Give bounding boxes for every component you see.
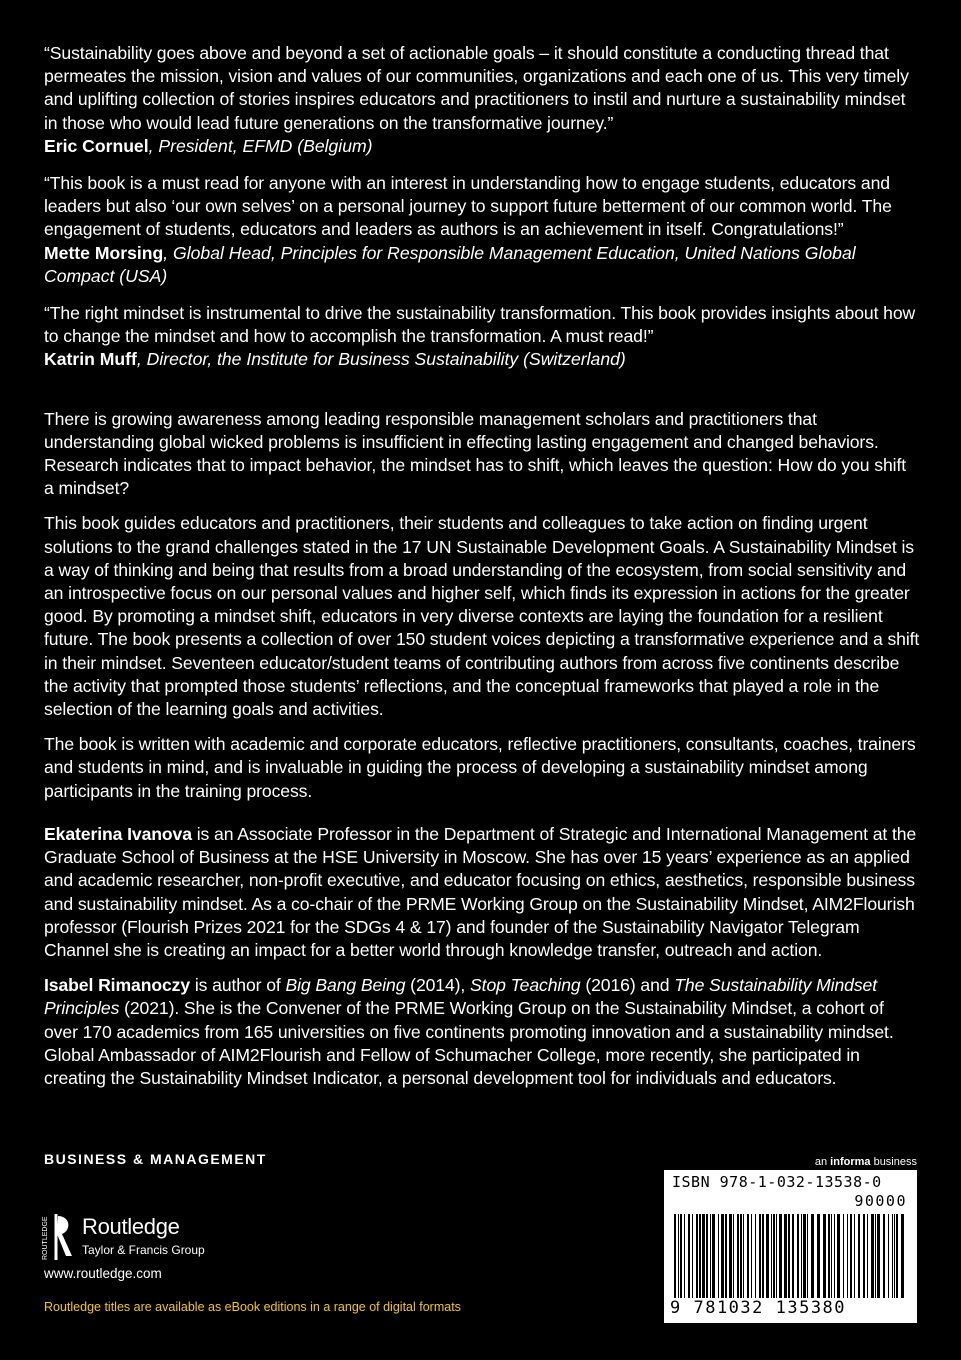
author-bio-ivanova <box>44 823 920 962</box>
barcode-bar <box>801 1214 802 1298</box>
barcode-bar <box>896 1214 898 1298</box>
barcode-bar <box>817 1214 820 1298</box>
author-bio-text: (2021). She is the Convener of the PRME Working Group on the Sustainability Mindset, a cohort of over 170 academics from 165 universities on five continents promoting innovation and a sustainability mindset. Global Ambassador of AIM2Flourish and Fellow of Schumacher College, more recently, she participated in creating the Sustainability Mindset Indicator, a personal development tool for individuals and educators. <box>44 998 894 1088</box>
publisher-subtitle: Taylor & Francis Group <box>82 1243 205 1257</box>
barcode-bar <box>871 1214 874 1298</box>
book-title: The Sustainability Mindset Principles <box>44 975 878 1019</box>
barcode-bar <box>692 1214 693 1298</box>
author-bio-text: (2016) and <box>580 975 675 996</box>
barcode-bar <box>721 1214 724 1298</box>
informa-suffix: business <box>870 1156 917 1168</box>
barcode-bar <box>875 1214 876 1298</box>
endorsement-morsing <box>44 172 920 288</box>
endorsement-attribution <box>44 242 920 288</box>
barcode-bar <box>894 1214 895 1298</box>
barcode-bar <box>712 1214 715 1298</box>
endorser-name: Katrin Muff <box>44 349 137 370</box>
barcode-bar <box>762 1214 764 1298</box>
author-name: Isabel Rimanoczy <box>44 975 191 996</box>
author-bio-text: is author of <box>190 975 286 996</box>
description-paragraph: This book guides educators and practitioners, their students and colleagues to take action on finding urgent solutions to the grand challenges stated in the 17 UN Sustainable Development Goals. A Sustainability Mindset is a way of thinking and being that results from a broad understanding of the ecosystem, from social sensitivity and an introspective focus on our personal values and higher self, which finds its expression in actions for the greater good. By promoting a mindset shift, educators in very diverse contexts are laying the foundation for a resilient future. The book presents a collection of over 150 student voices depicting a transformative experience and a shift in their mindset. Seventeen educator/student teams of contributing authors from across five continents describe the activity that prompted those students’ reflections, and the conceptual frameworks that played a role in the selection of the learning goals and activities. <box>44 513 920 720</box>
barcode-bar <box>678 1214 679 1298</box>
barcode-bar <box>776 1214 777 1298</box>
barcode-bar <box>680 1214 682 1298</box>
routledge-logo-icon <box>40 1212 76 1262</box>
barcode-icon <box>672 1214 909 1302</box>
book-title: Big Bang Being <box>285 975 406 996</box>
barcode-bar <box>863 1214 865 1298</box>
barcode-bar <box>725 1214 727 1298</box>
informa-tagline <box>815 1156 917 1168</box>
barcode-bar <box>674 1214 676 1298</box>
barcode-bar <box>792 1214 794 1298</box>
barcode-bar <box>811 1214 814 1298</box>
ean-number: 9 781032 135380 <box>670 1298 847 1318</box>
barcode-bar <box>688 1214 690 1298</box>
back-cover-content <box>44 42 920 1102</box>
barcode-bar <box>831 1214 832 1298</box>
barcode-bar <box>901 1214 904 1298</box>
barcode-bar <box>759 1214 761 1298</box>
endorsement-quote: “This book is a must read for anyone with an interest in understanding how to engage students, educators and leaders but also ‘our own selves’ on a personal journey to support future betterment of our common world. The engagement of students, educators and leaders as authors is an achievement in itself. Congratulations!” <box>44 173 892 240</box>
barcode-bar <box>834 1214 835 1298</box>
description-paragraph: There is growing awareness among leading responsible management scholars and practitioners that understanding global wicked problems is insufficient in effecting lasting engagement and changed behaviors. Research indicates that to impact behavior, the mindset has to shift, which leaves the question: How do you shift a mindset? <box>44 408 907 499</box>
barcode-bar <box>729 1214 732 1298</box>
barcode-bar <box>807 1214 808 1298</box>
barcode-bar <box>858 1214 860 1298</box>
barcode-bar <box>837 1214 840 1298</box>
barcode-bar <box>740 1214 742 1298</box>
isbn-barcode <box>664 1170 917 1323</box>
publisher-website[interactable]: www.routledge.com <box>44 1266 162 1281</box>
barcode-bar <box>803 1214 806 1298</box>
informa-prefix: an <box>814 1156 831 1168</box>
barcode-bar <box>797 1214 799 1298</box>
barcode-bar <box>892 1214 893 1298</box>
barcode-bar <box>773 1214 775 1298</box>
endorser-name: Mette Morsing <box>44 242 164 263</box>
endorsement-attribution <box>44 348 920 371</box>
barcode-bar <box>847 1214 848 1298</box>
barcode-bar <box>883 1214 885 1298</box>
author-bio-text: (2014), <box>405 975 471 996</box>
informa-brand: informa <box>830 1156 871 1168</box>
barcode-bar <box>779 1214 782 1298</box>
price-code: 90000 <box>854 1192 907 1210</box>
book-title: Stop Teaching <box>470 975 581 996</box>
barcode-bar <box>747 1214 749 1298</box>
logo-vertical-text: ROUTLEDGE <box>42 1216 49 1260</box>
endorser-role: , Director, the Institute for Business Sustainability (Switzerland) <box>136 349 626 370</box>
barcode-bar <box>766 1214 769 1298</box>
endorser-name: Eric Cornuel <box>44 135 149 156</box>
endorser-role: , President, EFMD (Belgium) <box>148 135 373 156</box>
barcode-bar <box>706 1214 708 1298</box>
routledge-logo <box>40 1212 240 1262</box>
barcode-bar <box>743 1214 744 1298</box>
barcode-bar <box>710 1214 711 1298</box>
endorsement-cornuel <box>44 42 920 158</box>
barcode-bar <box>867 1214 868 1298</box>
barcode-bar <box>843 1214 844 1298</box>
barcode-bar <box>699 1214 701 1298</box>
barcode-bar <box>877 1214 880 1298</box>
barcode-bar <box>854 1214 855 1298</box>
subject-category: BUSINESS & MANAGEMENT <box>44 1151 267 1167</box>
author-bio-text: is an Associate Professor in the Department of Strategic and International Management at the Graduate School of Business at the HSE University in Moscow. She has over 15 years’ experience as an applied and academic researcher, non-profit executive, and educator focusing on ethics, aesthetics, responsible business and sustainability mindset. As a co-chair of the PRME Working Group on the Sustainability Mindset, AIM2Flourish professor (Flourish Prizes 2021 for the SDGs 4 & 17) and founder of the Sustainability Navigator Telegram Channel she is creating an impact for a better world through knowledge transfer, outreach and action. <box>44 823 917 960</box>
author-name: Ekaterina Ivanova <box>44 823 192 844</box>
description-paragraph: The book is written with academic and corporate educators, reflective practitioners, consultants, coaches, trainers and students in mind, and is invaluable in guiding the process of developing a sustainability mindset among participants in the training process. <box>44 734 916 801</box>
barcode-bar <box>888 1214 889 1298</box>
barcode-bar <box>788 1214 790 1298</box>
publisher-name: Routledge <box>82 1214 180 1239</box>
barcode-bar <box>696 1214 698 1298</box>
barcode-bar <box>823 1214 826 1298</box>
barcode-bar <box>684 1214 685 1298</box>
barcode-bar <box>755 1214 756 1298</box>
isbn-text: ISBN 978-1-032-13538-0 <box>672 1173 882 1191</box>
endorsement-quote: “Sustainability goes above and beyond a set of actionable goals – it should constitute a conducting thread that permeates the mission, vision and values of our communities, organizations and each one of us. This very timely and uplifting collection of stories inspires educators and practitioners to instil and nurture a sustainability mindset in those who would lead future generations on the transformative journey.” <box>44 43 909 133</box>
barcode-bar <box>850 1214 852 1298</box>
endorsement-quote: “The right mindset is instrumental to drive the sustainability transformation. This book provides insights about how to change the mindset and how to accomplish the transformation. A must read!” <box>44 303 916 347</box>
endorsement-attribution <box>44 135 920 158</box>
barcode-bar <box>737 1214 739 1298</box>
barcode-bar <box>733 1214 734 1298</box>
barcode-bar <box>718 1214 719 1298</box>
barcode-bar <box>828 1214 830 1298</box>
barcode-bar <box>702 1214 705 1298</box>
barcode-bar <box>771 1214 772 1298</box>
endorsement-muff <box>44 302 920 372</box>
barcode-bar <box>751 1214 752 1298</box>
ebook-note: Routledge titles are available as eBook editions in a range of digital formats <box>44 1300 461 1314</box>
endorser-role: , Global Head, Principles for Responsible Management Education, United Nations Global Compact (USA) <box>44 242 856 286</box>
author-bio-rimanoczy <box>44 974 920 1090</box>
barcode-bar <box>784 1214 787 1298</box>
